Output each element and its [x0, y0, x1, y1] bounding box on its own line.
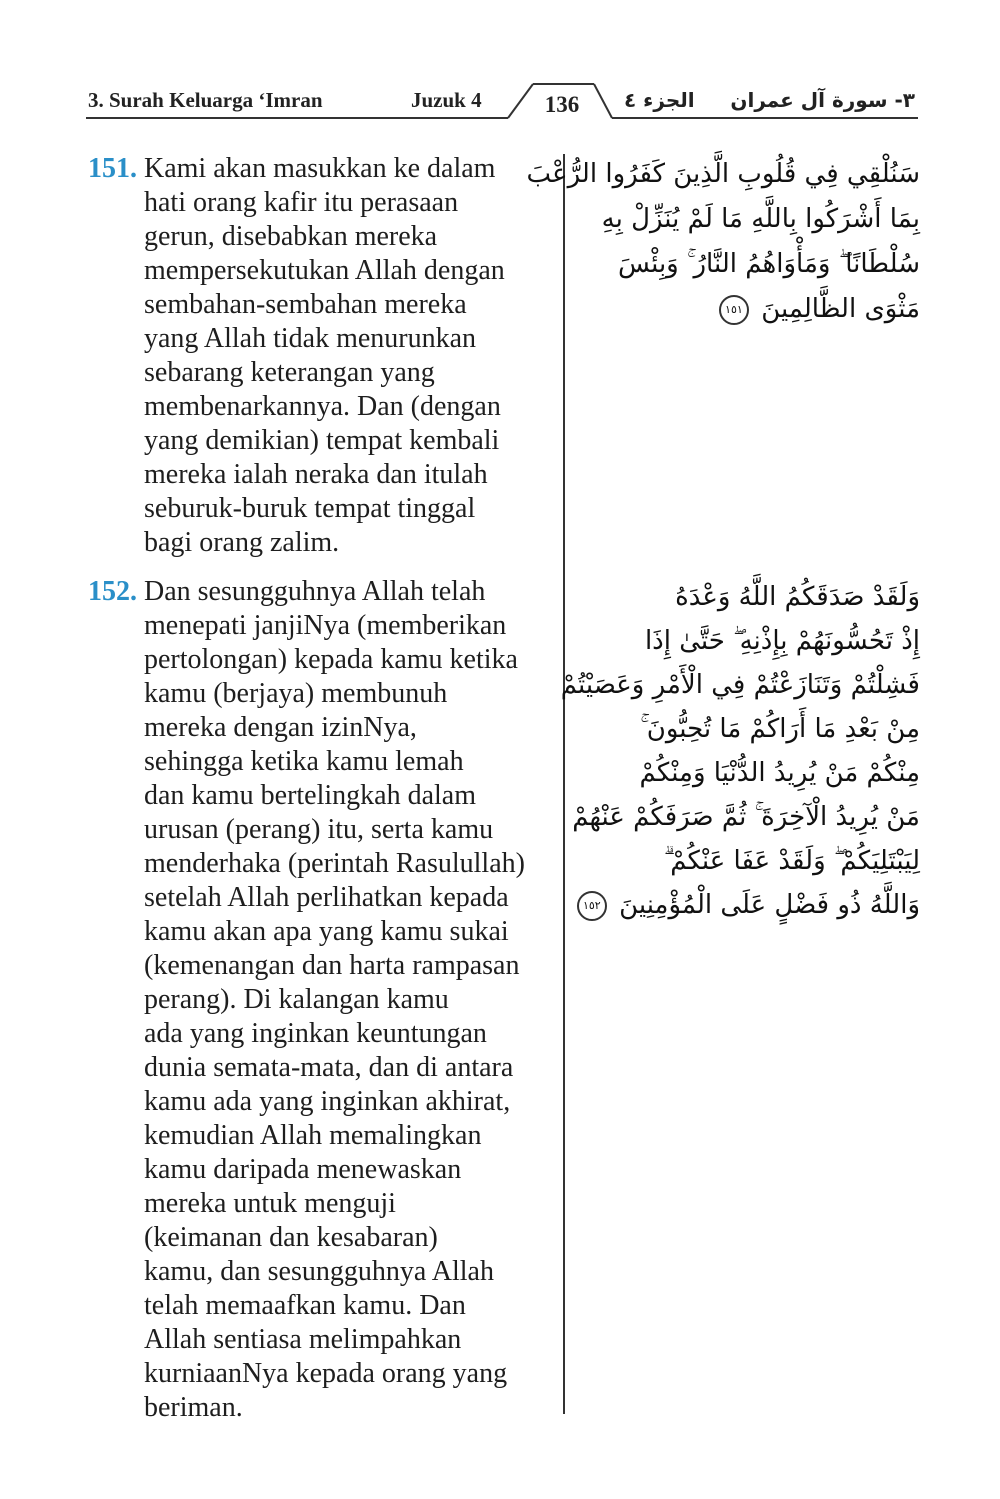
verse-line: seburuk-buruk tempat tinggal [144, 493, 476, 524]
verse-line: kemudian Allah memalingkan [144, 1120, 482, 1151]
verse-line: mempersekutukan Allah dengan [144, 255, 505, 286]
verse-line: (keimanan dan kesabaran) [144, 1222, 438, 1253]
verse-151-translation [88, 152, 558, 560]
arabic-line: وَلَقَدْ صَدَقَكُمُ اللَّهُ وَعْدَهُ [675, 582, 920, 612]
arabic-line: إِذْ تَحُسُّونَهُمْ بِإِذْنِهِ ۖ حَتَّىٰ إِذَا [644, 626, 920, 656]
verse-line: sembahan-sembahan mereka [144, 289, 467, 320]
verse-line: dunia semata-mata, dan di antara [144, 1052, 514, 1083]
arabic-line: فَشِلْتُمْ وَتَنَازَعْتُمْ فِي الْأَمْرِ وَعَصَيْتُمْ [560, 670, 920, 700]
verse-line: kamu ada yang inginkan akhirat, [144, 1086, 511, 1117]
verse-line: perang). Di kalangan kamu [144, 984, 449, 1015]
verse-line: menderhaka (perintah Rasulullah) [144, 848, 525, 879]
verse-line: kamu, dan sesungguhnya Allah [144, 1256, 494, 1287]
verse-line: sebarang keterangan yang [144, 357, 435, 388]
verse-line: gerun, disebabkan mereka [144, 221, 438, 252]
verse-line: ada yang inginkan keuntungan [144, 1018, 487, 1049]
verse-line: pertolongan) kepada kamu ketika [144, 644, 518, 675]
arabic-line: بِمَا أَشْرَكُوا بِاللَّهِ مَا لَمْ يُنَزِّلْ بِهِ [601, 204, 920, 234]
page-number: 136 [544, 92, 580, 117]
verse-line: mereka ialah neraka dan itulah [144, 459, 488, 490]
arabic-line: سُلْطَانًا ۖ وَمَأْوَاهُمُ النَّارُ ۚ وَبِئْسَ [617, 249, 920, 279]
verse-line: urusan (perang) itu, serta kamu [144, 814, 494, 845]
arabic-line: لِيَبْتَلِيَكُمْ ۖ وَلَقَدْ عَفَا عَنْكُمْ ۗ [663, 846, 920, 876]
verse-line: mereka dengan izinNya, [144, 712, 417, 743]
verse-152-translation [88, 575, 558, 1425]
verse-line: yang Allah tidak menurunkan [144, 323, 477, 354]
column-divider [563, 154, 565, 1414]
verse-line: bagi orang zalim. [144, 527, 340, 558]
verse-line: kamu akan apa yang kamu sukai [144, 916, 509, 947]
ayah-number-marker: ١٥١ [719, 295, 749, 325]
juzuk-label: Juzuk 4 [411, 88, 482, 112]
juz-arabic: الجزء ٤ [624, 88, 695, 112]
arabic-line: مِنْ بَعْدِ مَا أَرَاكُمْ مَا تُحِبُّونَ ۚ [640, 714, 920, 744]
surah-arabic: ٣- سورة آل عمران [730, 88, 915, 112]
verse-line: dan kamu bertelingkah dalam [144, 780, 476, 811]
arabic-line: مَنْ يُرِيدُ الْآخِرَةَ ۚ ثُمَّ صَرَفَكُمْ عَنْهُمْ [572, 802, 920, 832]
verse-line: hati orang kafir itu perasaan [144, 187, 459, 218]
verse-line: membenarkannya. Dan (dengan [144, 391, 501, 422]
verse-line: mereka untuk menguji [144, 1188, 396, 1219]
verse-number: 152. [88, 576, 137, 607]
verse-line: beriman. [144, 1392, 243, 1423]
arabic-line: سَنُلْقِي فِي قُلُوبِ الَّذِينَ كَفَرُوا الرُّعْبَ [526, 159, 920, 189]
surah-title: 3. Surah Keluarga ‘Imran [88, 88, 323, 112]
verse-line: yang demikian) tempat kembali [144, 425, 500, 456]
arabic-line: مَثْوَى الظَّالِمِينَ [761, 294, 920, 324]
verse-number: 151. [88, 153, 137, 184]
verse-line: kamu (berjaya) membunuh [144, 678, 448, 709]
arabic-line: مِنْكُمْ مَنْ يُرِيدُ الدُّنْيَا وَمِنْكُمْ [639, 758, 920, 788]
verse-line: (kemenangan dan harta rampasan [144, 950, 520, 981]
verse-line: menepati janjiNya (memberikan [144, 610, 507, 641]
verse-line: kamu daripada menewaskan [144, 1154, 462, 1185]
verse-152-arabic [560, 575, 920, 927]
verse-line: Kami akan masukkan ke dalam [144, 153, 496, 184]
verse-line: Allah sentiasa melimpahkan [144, 1324, 462, 1355]
arabic-line: وَاللَّهُ ذُو فَضْلٍ عَلَى الْمُؤْمِنِينَ [619, 890, 920, 920]
ayah-number-marker: ١٥٢ [577, 891, 607, 921]
verse-line: setelah Allah perlihatkan kepada [144, 882, 509, 913]
verse-line: Dan sesungguhnya Allah telah [144, 576, 486, 607]
verse-line: kurniaanNya kepada orang yang [144, 1358, 508, 1389]
verse-line: telah memaafkan kamu. Dan [144, 1290, 466, 1321]
verse-151-arabic [526, 152, 920, 332]
verse-line: sehingga ketika kamu lemah [144, 746, 464, 777]
page-header [0, 0, 1000, 130]
